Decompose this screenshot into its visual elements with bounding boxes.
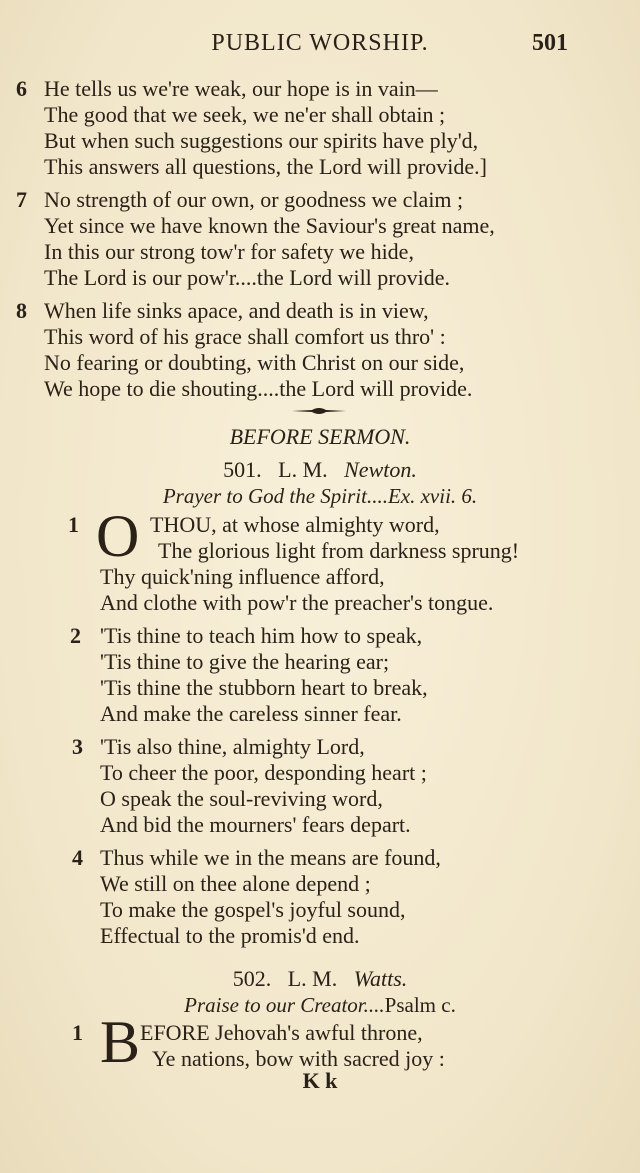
hymn-subtitle-ref: Psalm c. (384, 993, 456, 1017)
verse-line: No strength of our own, or goodness we claim ; (44, 187, 464, 212)
hymn-subtitle (0, 993, 640, 1018)
verse-line: We still on thee alone depend ; (100, 871, 371, 896)
hymn-author: Newton. (344, 457, 417, 482)
verse-line: We hope to die shouting....the Lord will provide. (44, 376, 473, 401)
stanza-number: 7 (16, 187, 27, 212)
signature-mark: K k (302, 1068, 338, 1093)
verse-line: O speak the soul-reviving word, (100, 786, 383, 811)
section-title: BEFORE SERMON. (229, 424, 411, 449)
verse-line: And make the careless sinner fear. (100, 701, 402, 726)
stanza-number: 2 (70, 623, 81, 648)
verse-line: He tells us we're weak, our hope is in vain— (44, 76, 438, 101)
hymn-meter: L. M. (287, 966, 338, 991)
verse-line: 'Tis also thine, almighty Lord, (100, 734, 365, 759)
verse-line: No fearing or doubting, with Christ on our side, (44, 350, 465, 375)
verse-line: 'Tis thine to teach him how to speak, (100, 623, 423, 648)
hymn-subtitle-text: Praise to our Creator.... (184, 993, 385, 1017)
verse-line: This word of his grace shall comfort us thro' : (44, 324, 446, 349)
verse-line: THOU, at whose almighty word, (150, 512, 440, 537)
drop-cap: O (96, 503, 140, 569)
verse-line: But when such suggestions our spirits have ply'd, (44, 128, 479, 153)
hymn-number: 502. (232, 966, 272, 991)
hymn-subtitle: Prayer to God the Spirit....Ex. xvii. 6. (162, 484, 478, 508)
stanza-number: 6 (16, 76, 27, 101)
verse-line: To make the gospel's joyful sound, (100, 897, 406, 922)
verse-line: Thy quick'ning influence afford, (100, 564, 385, 589)
verse-line: The Lord is our pow'r....the Lord will provide. (44, 265, 451, 290)
running-header: PUBLIC WORSHIP. (211, 30, 429, 56)
verse-line: The glorious light from darkness sprung! (158, 538, 520, 563)
stanza-number: 1 (72, 1020, 83, 1045)
verse-line: EFORE Jehovah's awful throne, (140, 1020, 423, 1045)
verse-line: And clothe with pow'r the preacher's tongue. (100, 590, 494, 615)
stanza-number: 1 (68, 512, 79, 537)
hymn-author: Watts. (353, 966, 408, 991)
verse-line: In this our strong tow'r for safety we hide, (44, 239, 414, 264)
page-number: 501 (532, 30, 568, 56)
hymn-heading (0, 457, 640, 483)
verse-line: 'Tis thine the stubborn heart to break, (100, 675, 428, 700)
stanza-number: 4 (72, 845, 83, 870)
verse-line: 'Tis thine to give the hearing ear; (100, 649, 390, 674)
stanza-number: 8 (16, 298, 27, 323)
ornament-rule (290, 406, 348, 416)
verse-line: The good that we seek, we ne'er shall obtain ; (44, 102, 446, 127)
stanza-number: 3 (72, 734, 83, 759)
hymn-heading (0, 966, 640, 992)
verse-line: When life sinks apace, and death is in view, (44, 298, 429, 323)
verse-line: To cheer the poor, desponding heart ; (100, 760, 427, 785)
verse-line: Yet since we have known the Saviour's great name, (44, 213, 495, 238)
verse-line: Ye nations, bow with sacred joy : (152, 1046, 445, 1071)
verse-line: Effectual to the promis'd end. (100, 923, 360, 948)
verse-line: And bid the mourners' fears depart. (100, 812, 411, 837)
hymn-number: 501. (223, 457, 262, 482)
drop-cap: B (100, 1009, 141, 1075)
verse-line: This answers all questions, the Lord will provide.] (44, 154, 487, 179)
hymn-meter: L. M. (278, 457, 328, 482)
verse-line: Thus while we in the means are found, (100, 845, 441, 870)
